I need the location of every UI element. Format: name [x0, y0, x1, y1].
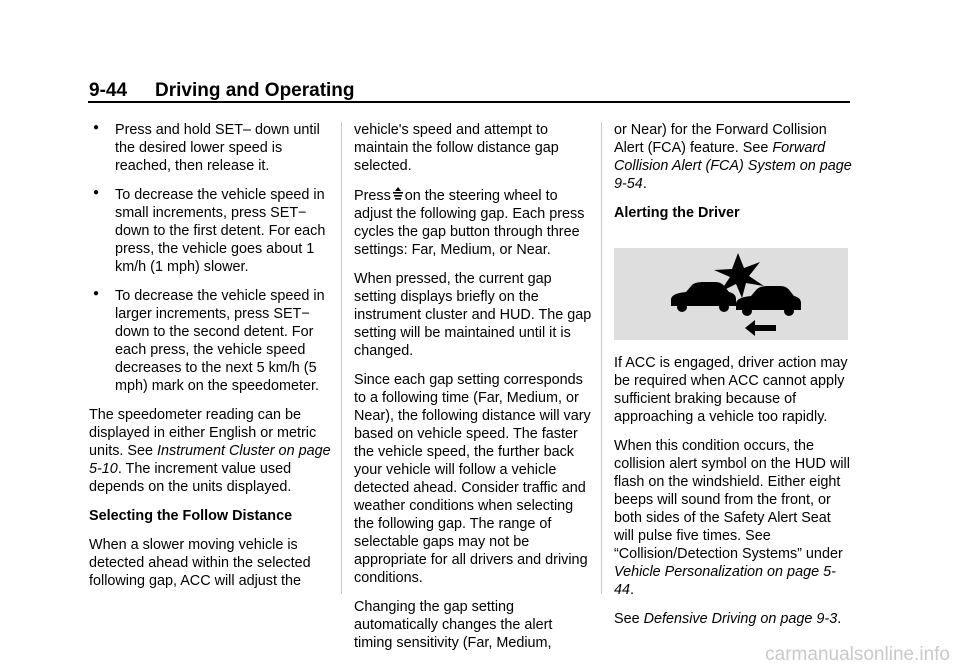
- list-item: ● To decrease the vehicle speed in larger increments, press SET− down to the second detent. For each press, the vehicle speed decreases to the next 5 km/h (5 mph) mark on the speedometer.: [93, 288, 325, 394]
- bullet-icon: ●: [93, 288, 100, 299]
- column-middle: [354, 121, 594, 663]
- column-right: [614, 121, 854, 639]
- paragraph: When a slower moving vehicle is detected ahead within the selected following gap, ACC will adjust the: [89, 537, 311, 589]
- paragraph: Since each gap setting corresponds to a following time (Far, Medium, or Near), the following distance will vary based on vehicle speed. The faster the vehicle speed, the further back your vehicle will follow a vehicle detected ahead. Consider traffic and weather conditions when selecting the following gap. The range of selectable gaps may not be appropriate for all drivers and driving conditions.: [354, 372, 591, 586]
- list-item: ● Press and hold SET– down until the desired lower speed is reached, then release it.: [93, 122, 320, 174]
- paragraph: Changing the gap setting automatically changes the alert timing sensitivity (Far, Medium,: [354, 599, 553, 651]
- paragraph: When this condition occurs, the collision alert symbol on the HUD will flash on the windshield. Either eight beeps will sound from the front, or both sides of the Safety Alert Seat will pulse five times. See “Collision/Detection Systems” under Vehicle Personalization on page 5-44.: [614, 438, 850, 598]
- section-title: Driving and Operating: [155, 80, 355, 101]
- follow-gap-icon: [391, 186, 405, 202]
- watermark: carmanualsonline.info: [765, 644, 950, 665]
- subheading: Selecting the Follow Distance: [89, 508, 293, 524]
- bullet-icon: ●: [93, 122, 100, 133]
- subheading: Alerting the Driver: [614, 205, 740, 221]
- column-left: [89, 121, 334, 601]
- paragraph: When pressed, the current gap setting displays briefly on the instrument cluster and HUD. The gap setting will be maintained until it is changed.: [354, 271, 592, 359]
- column-divider: [341, 122, 342, 594]
- paragraph: See Defensive Driving on page 9-3.: [614, 611, 842, 627]
- paragraph: Press on the steering wheel to adjust the following gap. Each press cycles the gap button through three settings: Far, Medium, or Near.: [354, 188, 585, 258]
- page-number: 9-44: [89, 80, 128, 101]
- column-divider: [601, 122, 602, 594]
- paragraph: The speedometer reading can be displayed in either English or metric units. See Instrument Cluster on page 5-10. The increment value used depends on the units displayed.: [89, 407, 331, 495]
- cross-reference-link[interactable]: Defensive Driving on page 9-3: [643, 611, 838, 627]
- cross-reference-link[interactable]: Instrument Cluster on page 5-10: [89, 443, 331, 477]
- page-header: [89, 80, 355, 102]
- paragraph: If ACC is engaged, driver action may be required when ACC cannot apply sufficient braking because of approaching a vehicle too rapidly.: [614, 355, 848, 425]
- collision-alert-icon: [614, 248, 848, 340]
- bullet-icon: ●: [93, 187, 100, 198]
- cross-reference-link[interactable]: Forward Collision Alert (FCA) System on page 9-54: [614, 140, 852, 192]
- bullet-list: [89, 121, 334, 395]
- list-item: ● To decrease the vehicle speed in small increments, press SET− down to the first detent. For each press, the vehicle goes about 1 km/h (1 mph) slower.: [93, 187, 326, 275]
- paragraph: or Near) for the Forward Collision Alert (FCA) feature. See Forward Collision Alert (FCA) System on page 9-54.: [614, 122, 852, 192]
- header-rule: [88, 101, 850, 103]
- cross-reference-link[interactable]: Vehicle Personalization on page 5-44: [614, 564, 836, 598]
- paragraph: vehicle's speed and attempt to maintain the follow distance gap selected.: [354, 122, 559, 174]
- collision-alert-illustration: [614, 248, 848, 340]
